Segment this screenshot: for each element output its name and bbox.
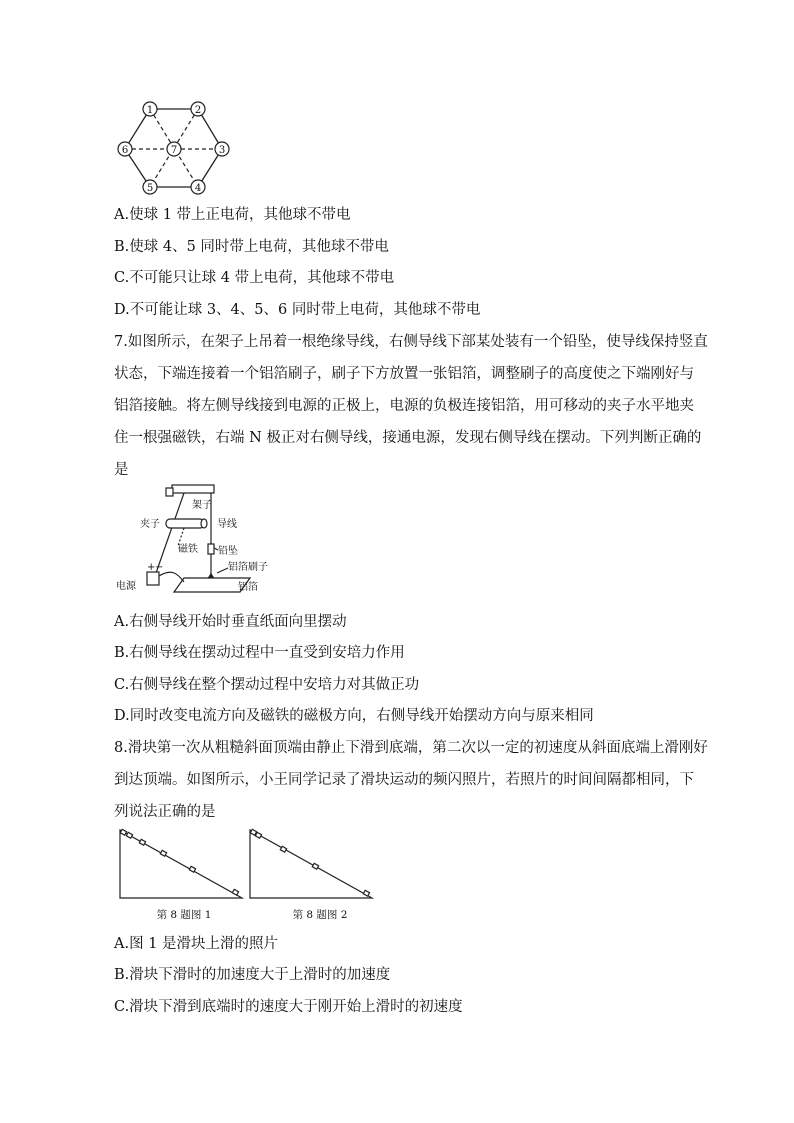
ball-label-4: 4 <box>194 183 202 194</box>
q8-figures <box>114 826 394 924</box>
q8-stem-line: 列说法正确的是 <box>114 804 216 820</box>
label-magnet: 磁铁 <box>178 544 198 555</box>
q7-option-d: D.同时改变电流方向及磁铁的磁极方向，右侧导线开始摆动方向与原来相同 <box>114 708 594 724</box>
q6-option-c: C.不可能只让球 4 带上电荷，其他球不带电 <box>114 270 395 286</box>
label-brush: 铝箔刷子 <box>228 562 268 573</box>
q7-stem-line: 铝箔接触。将左侧导线接到电源的正极上，电源的负极连接铝箔，用可移动的夹子水平地夹 <box>114 398 694 414</box>
q7-stem-line: 是 <box>114 462 129 478</box>
label-weight: 铅坠 <box>218 546 238 557</box>
q8-option-c: C.滑块下滑到底端时的速度大于刚开始上滑时的初速度 <box>114 999 463 1015</box>
ball-label-1: 1 <box>146 105 154 116</box>
ball-label-2: 2 <box>194 105 202 116</box>
label-minus: − <box>155 562 164 573</box>
q8-option-a: A.图 1 是滑块上滑的照片 <box>114 936 279 952</box>
label-clamp: 夹子 <box>140 519 160 530</box>
ball-label-6: 6 <box>121 145 129 156</box>
q8-figure-1-caption: 第 8 题图 1 <box>156 909 212 921</box>
q6-option-d: D.不可能让球 3、4、5、6 同时带上电荷，其他球不带电 <box>114 302 481 318</box>
ball-label-3: 3 <box>218 145 226 156</box>
ball-label-5: 5 <box>146 183 154 194</box>
ball-label-7: 7 <box>170 145 178 156</box>
q8-figure-2-caption: 第 8 题图 2 <box>292 909 348 921</box>
q7-option-a: A.右侧导线开始时垂直纸面向里摆动 <box>114 614 347 630</box>
label-plus: + <box>147 562 156 573</box>
q7-option-c: C.右侧导线在整个摆动过程中安培力对其做正功 <box>114 677 420 693</box>
q8-stem-line: 到达顶端。如图所示，小王同学记录了滑块运动的频闪照片，若照片的时间间隔都相同，下 <box>114 772 694 788</box>
q7-stem <box>114 332 708 492</box>
q7-stem-line: 7.如图所示，在架子上吊着一根绝缘导线，右侧导线下部某处装有一个铅坠，使导线保持竖直 <box>114 334 708 350</box>
label-wire: 导线 <box>217 519 237 530</box>
q6-option-b: B.使球 4、5 同时带上电荷，其他球不带电 <box>114 239 389 255</box>
label-frame: 架子 <box>192 500 212 511</box>
q8-figure-1 <box>120 829 242 898</box>
q7-option-b: B.右侧导线在摆动过程中一直受到安培力作用 <box>114 645 405 661</box>
q7-stem-line: 住一根强磁铁，右端 N 极正对右侧导线，接通电源，发现右侧导线在摆动。下列判断正确的 <box>114 430 702 446</box>
q8-stem <box>114 738 708 834</box>
q8-figure-2 <box>250 829 372 898</box>
label-power: 电源 <box>116 581 136 592</box>
q7-stem-line: 状态，下端连接着一个铝箔刷子，刷子下方放置一张铝箔，调整刷子的高度使之下端刚好与 <box>114 366 694 382</box>
q8-stem-line: 8.滑块第一次从粗糙斜面顶端由静止下滑到底端，第二次以一定的初速度从斜面底端上滑刚好 <box>114 740 708 756</box>
label-foil: 铝箔 <box>238 582 258 593</box>
hexagon-figure <box>114 96 244 198</box>
q7-apparatus-figure <box>114 478 294 600</box>
q6-option-a: A.使球 1 带上正电荷，其他球不带电 <box>114 207 351 223</box>
q8-option-b: B.滑块下滑时的加速度大于上滑时的加速度 <box>114 967 391 983</box>
